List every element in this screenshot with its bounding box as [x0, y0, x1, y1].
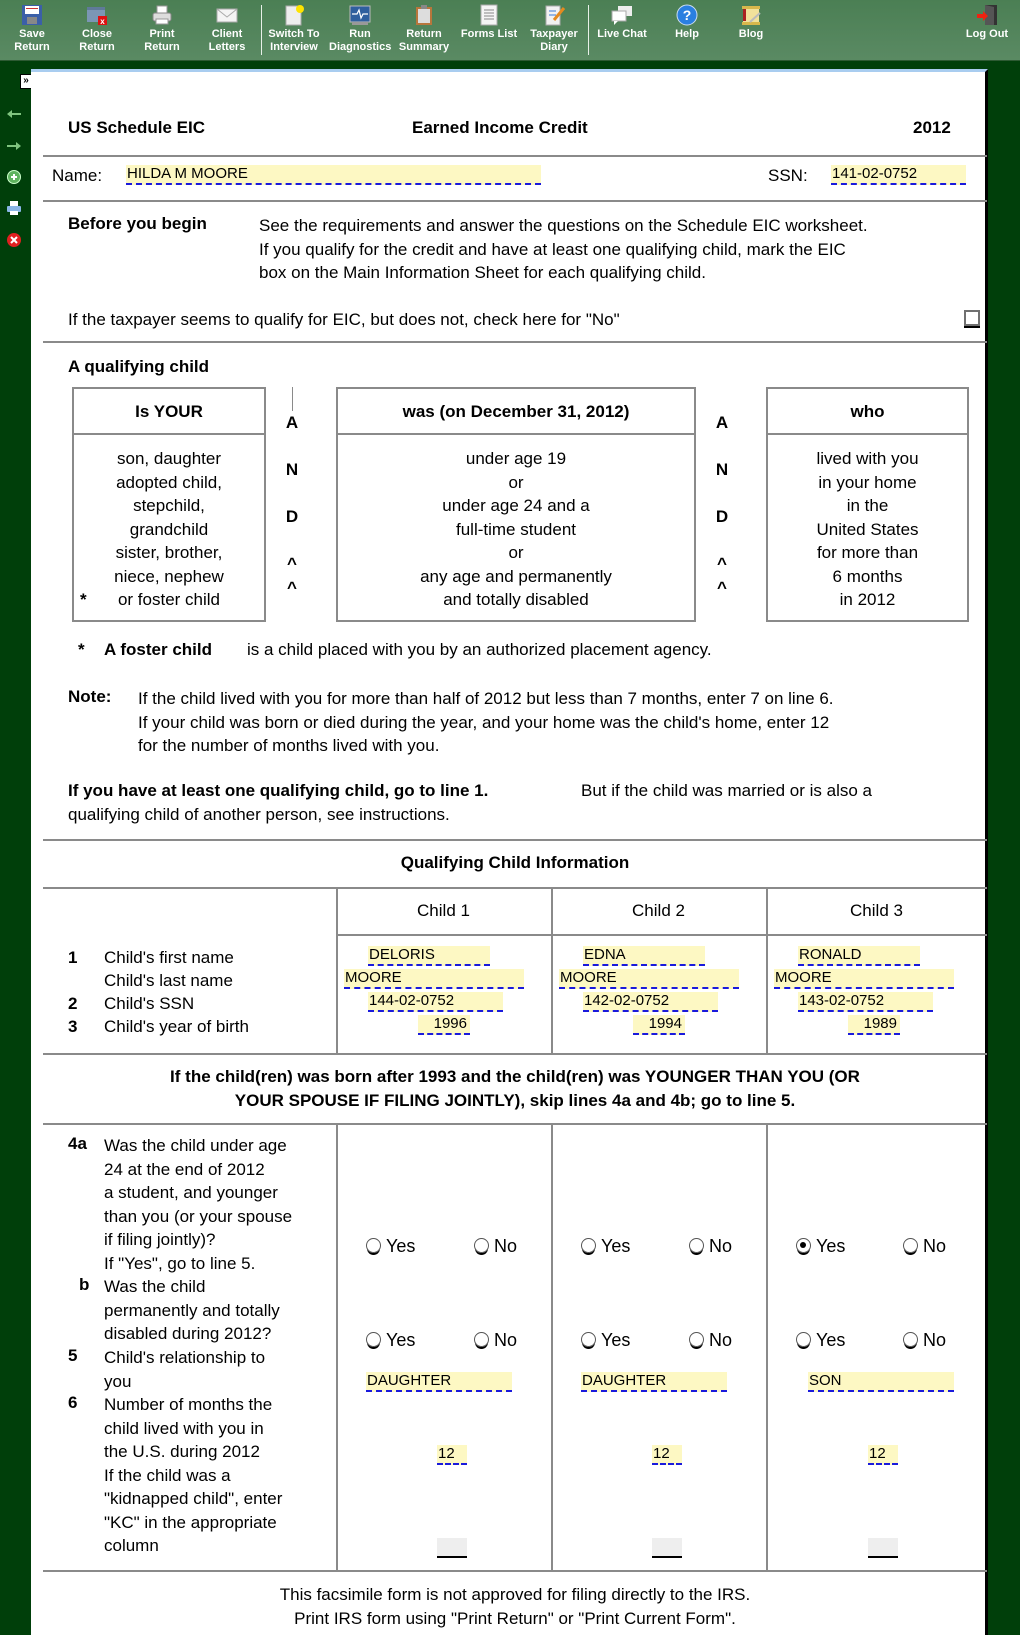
- divider: [43, 341, 987, 343]
- child-2-4a-no-radio[interactable]: No: [689, 1236, 732, 1257]
- child-1-kidnapped-field[interactable]: [437, 1538, 467, 1558]
- divider: [43, 1053, 987, 1055]
- no-eic-checkbox[interactable]: [964, 310, 980, 326]
- child-2-first-name-field[interactable]: EDNA: [583, 946, 705, 966]
- divider: [43, 1570, 987, 1572]
- line-4b-question: Was the child permanently and totally disabled during 2012?: [104, 1277, 280, 1343]
- list-document-icon: [478, 4, 500, 26]
- no-eic-label: If the taxpayer seems to qualify for EIC, but does not, check here for "No": [68, 310, 620, 329]
- log-out-button[interactable]: Log Out: [956, 4, 1018, 41]
- child-3-4b-yes-radio[interactable]: Yes: [796, 1330, 845, 1351]
- delete-icon[interactable]: [6, 232, 22, 248]
- live-chat-button[interactable]: Live Chat: [591, 4, 653, 41]
- child-1-birth-year-field[interactable]: 1996: [418, 1015, 470, 1035]
- divider: [43, 887, 987, 889]
- child-3-4a-yes-radio[interactable]: Yes: [796, 1236, 845, 1257]
- svg-text:?: ?: [682, 7, 692, 23]
- divider: [43, 155, 987, 157]
- forms-list-button[interactable]: Forms List: [458, 4, 520, 41]
- before-you-begin-text: See the requirements and answer the questions on the Schedule EIC worksheet. If you qualify for the credit and have at least one qualifying child, mark the EIC box on the Main Information Sheet for each qualifying child.: [259, 216, 868, 282]
- floppy-disk-icon: [21, 4, 43, 26]
- child-2-ssn-field[interactable]: 142-02-0752: [583, 992, 718, 1012]
- residency-test-box: who lived with you in your home in the United States for more than 6 months in 2012: [766, 387, 969, 622]
- child-3-4b-no-radio[interactable]: No: [903, 1330, 946, 1351]
- child-3-first-name-field[interactable]: RONALD: [798, 946, 920, 966]
- child-2-birth-year-field[interactable]: 1994: [633, 1015, 685, 1035]
- foster-child-definition: is a child placed with you by an authorized placement agency.: [247, 640, 712, 659]
- toolbar-separator: [261, 5, 262, 55]
- blog-button[interactable]: Blog: [720, 4, 782, 41]
- return-summary-button[interactable]: Return Summary: [393, 4, 455, 54]
- child-3-kidnapped-field[interactable]: [868, 1538, 898, 1558]
- close-return-button[interactable]: x Close Return: [66, 4, 128, 54]
- goto-line1-instruction: If you have at least one qualifying child, go to line 1.: [68, 781, 489, 800]
- help-button[interactable]: ? Help: [656, 4, 718, 41]
- switch-to-interview-button[interactable]: Switch To Interview: [263, 4, 325, 54]
- skip-lines-instruction: If the child(ren) was born after 1993 and the child(ren) was YOUNGER THAN YOU (OR YOUR SPOUSE IF FILING JOINTLY), skip lines 4a and 4b; go to line 5.: [170, 1067, 860, 1110]
- name-label: Name:: [52, 166, 103, 185]
- child-2-months-field[interactable]: 12: [652, 1445, 682, 1465]
- child-2-kidnapped-field[interactable]: [652, 1538, 682, 1558]
- age-test-box: was (on December 31, 2012) under age 19 or under age 24 and a full-time student or any age and permanently and totally disabled: [336, 387, 696, 622]
- child-1-ssn-field[interactable]: 144-02-0752: [368, 992, 503, 1012]
- child-1-relationship-field[interactable]: DAUGHTER: [366, 1372, 512, 1392]
- child-1-4b-yes-radio[interactable]: Yes: [366, 1330, 415, 1351]
- arrow-left-icon[interactable]: [6, 106, 22, 122]
- scroll-quill-icon: [740, 4, 762, 26]
- add-circle-icon[interactable]: [6, 169, 22, 185]
- door-exit-icon: [976, 4, 998, 26]
- envelope-icon: [216, 4, 238, 26]
- printer-icon: [151, 4, 173, 26]
- svg-text:x: x: [100, 17, 105, 26]
- child-1-4b-no-radio[interactable]: No: [474, 1330, 517, 1351]
- child-2-header: Child 2: [632, 901, 685, 920]
- left-sidebar: [0, 61, 30, 1635]
- expand-panel-button[interactable]: »: [20, 74, 32, 89]
- child-1-months-field[interactable]: 12: [437, 1445, 467, 1465]
- main-toolbar: [0, 0, 1020, 61]
- child-1-last-name-field[interactable]: MOORE: [344, 969, 524, 989]
- and-connector-2: A N D ^ ^: [715, 413, 729, 597]
- form-year: 2012: [913, 118, 951, 137]
- child-3-header: Child 3: [850, 901, 903, 920]
- taxpayer-diary-button[interactable]: Taxpayer Diary: [523, 4, 585, 54]
- arrow-right-icon[interactable]: [6, 138, 22, 154]
- divider: [43, 839, 987, 841]
- printer-icon[interactable]: [6, 200, 22, 216]
- line-6-label: Number of months the child lived with you in the U.S. during 2012 If the child was a "kidnapped child", enter "KC" in the appropriate column: [104, 1395, 283, 1555]
- note-label: Note:: [68, 687, 112, 706]
- child-2-relationship-field[interactable]: DAUGHTER: [581, 1372, 727, 1392]
- taxpayer-ssn-field[interactable]: 141-02-0752: [831, 165, 966, 185]
- document-lightbulb-icon: [283, 4, 305, 26]
- help-question-icon: [676, 4, 698, 26]
- print-return-button[interactable]: Print Return: [131, 4, 193, 54]
- relationship-test-box: Is YOUR son, daughter adopted child, stepchild, grandchild sister, brother, niece, nephew or foster child *: [72, 387, 266, 622]
- line-4a-question: Was the child under age 24 at the end of 2012 a student, and younger than you (or your spouse if filing jointly)? If "Yes", go to line 5.: [104, 1136, 293, 1273]
- child-2-last-name-field[interactable]: MOORE: [559, 969, 739, 989]
- chat-bubbles-icon: [611, 4, 633, 26]
- child-3-4a-no-radio[interactable]: No: [903, 1236, 946, 1257]
- child-2-4b-yes-radio[interactable]: Yes: [581, 1330, 630, 1351]
- clipboard-icon: [413, 4, 435, 26]
- child-1-first-name-field[interactable]: DELORIS: [368, 946, 490, 966]
- child-1-4a-no-radio[interactable]: No: [474, 1236, 517, 1257]
- child-3-months-field[interactable]: 12: [868, 1445, 898, 1465]
- divider: [43, 200, 987, 202]
- form-title: Earned Income Credit: [412, 118, 588, 137]
- schedule-eic-form: US Schedule EIC Earned Income Credit 2012 Name: HILDA M MOORE SSN: 141-02-0752 Before you begin See the requirements and answer the questions on the Schedule EIC worksheet. If you qualify for the credit and have at least one qualifying child, mark the EIC box on the Main Information Sheet for each qualifying child. If the taxpayer seems to qualify for EIC, but does not, check here for "No" A qualifying child Is YOUR son, daughter adopted child, stepchild, grandchild sister, brother, niece, nephew or foster child * A N D ^ ^ was (on December 31, 2012) under age 19 or under age 24 and a full-time student or any age and permanently and totally disabled A N D ^ ^ who lived with you in your home in the United States for more than 6 months in 2012 * A foster child is a child placed with you by an authorized placement agency. Note: If the child lived with you for more than half of 2012 but less than 7 months, enter 7 on line 6. If your child was born or died during the year, and your home was the child's home, enter 12 for the number of months lived with you. If you have at least one qualifying child, go to line 1. But if the child was married or is also a qualifying child of another person, see instructions. Qualifying Child Information Child 1 Child 2 Child 3 1 Child's first name Child's last name 2 Child's SSN 3 Child's year of birth DELORIS MOORE 144-02-0752 1996 EDNA MOORE 142-02-0752 1994 RONALD MOORE 143-02-0752 1989 If the child(ren) was born after 1993 and the child(ren) was YOUNGER THAN YOU (OR YOUR SPOUSE IF FILING JOINTLY), skip lines 4a and 4b; go to line 5. 4a Was the child under age 24 at the end of 2012 a student, and younger than you (or your spouse if filing jointly)? If "Yes", go to line 5. b Was the child permanently and totally disabled during 2012? 5 Child's relationship to you 6 Number of months the child lived with you in the U.S. during 2012 If the child was a "kidnapped child", enter "KC" in the appropriate column Yes No Yes No Yes No Yes No Yes No Yes No DAUGHTER DAUGHTER SON 12 12 12 This facsimile form is not approved for filing directly to the IRS. Print IRS form using "Print Return" or "Print Current Form".: [31, 69, 988, 1635]
- foster-child-term: A foster child: [104, 640, 212, 659]
- before-you-begin-label: Before you begin: [68, 214, 207, 233]
- child-3-relationship-field[interactable]: SON: [808, 1372, 954, 1392]
- relationship-list: son, daughter adopted child, stepchild, grandchild sister, brother, niece, nephew or foster child *: [80, 449, 224, 609]
- child-3-ssn-field[interactable]: 143-02-0752: [798, 992, 933, 1012]
- child-3-last-name-field[interactable]: MOORE: [774, 969, 954, 989]
- divider: [264, 387, 266, 622]
- ssn-label: SSN:: [768, 166, 808, 185]
- child-1-header: Child 1: [417, 901, 470, 920]
- monitor-pulse-icon: [349, 4, 371, 26]
- qualifying-child-heading: A qualifying child: [68, 357, 210, 376]
- save-return-button[interactable]: Save Return: [1, 4, 63, 54]
- facsimile-disclaimer: This facsimile form is not approved for filing directly to the IRS. Print IRS form using "Print Return" or "Print Current Form".: [279, 1585, 751, 1628]
- child-3-birth-year-field[interactable]: 1989: [848, 1015, 900, 1035]
- and-connector-1: A N D ^ ^: [277, 411, 307, 599]
- qualifying-child-info-heading: Qualifying Child Information: [400, 853, 630, 872]
- notepad-pencil-icon: [543, 4, 565, 26]
- toolbar-separator: [588, 5, 589, 55]
- child-2-4b-no-radio[interactable]: No: [689, 1330, 732, 1351]
- run-diagnostics-button[interactable]: Run Diagnostics: [329, 4, 391, 54]
- age-conditions-list: under age 19 or under age 24 and a full-time student or any age and permanently and totally disabled: [420, 449, 612, 609]
- divider: [43, 1123, 987, 1125]
- note-text: If the child lived with you for more than half of 2012 but less than 7 months, enter 7 on line 6. If your child was born or died during the year, and your home was the child's home, enter 12 for the number of months lived with you.: [138, 689, 834, 755]
- line-5-label: Child's relationship to you: [104, 1348, 266, 1391]
- form-name: US Schedule EIC: [68, 118, 205, 137]
- folder-close-icon: [86, 4, 108, 26]
- taxpayer-name-field[interactable]: HILDA M MOORE: [126, 165, 541, 185]
- residency-conditions-list: lived with you in your home in the United States for more than 6 months in 2012: [816, 449, 919, 609]
- divider: [694, 387, 696, 622]
- child-1-4a-yes-radio[interactable]: Yes: [366, 1236, 415, 1257]
- child-2-4a-yes-radio[interactable]: Yes: [581, 1236, 630, 1257]
- client-letters-button[interactable]: Client Letters: [196, 4, 258, 54]
